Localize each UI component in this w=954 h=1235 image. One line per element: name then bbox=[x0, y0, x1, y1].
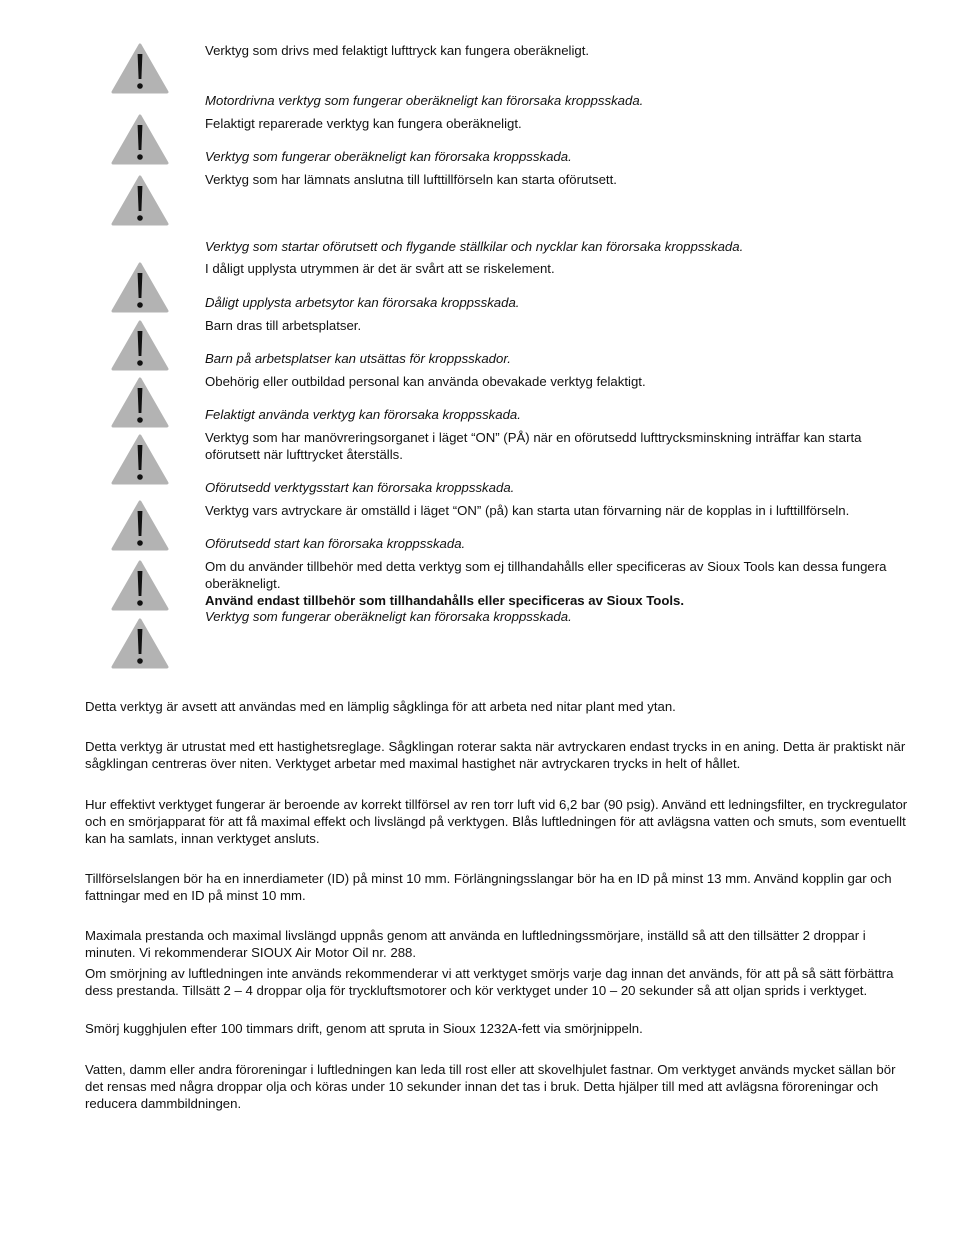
warning-consequence-text: Verktyg som startar oförutsett och flygande ställkilar och nycklar kan förorsaka kroppsskada. bbox=[205, 239, 744, 254]
warning-hazard-text: Barn dras till arbetsplatser. bbox=[205, 318, 362, 333]
warning-icon bbox=[111, 618, 169, 670]
warning-icon bbox=[111, 560, 169, 612]
warning-consequence-text: Verktyg som fungerar oberäkneligt kan förorsaka kroppsskada. bbox=[205, 149, 572, 164]
warning-icon bbox=[111, 262, 169, 314]
body-paragraph: Detta verktyg är avsett att användas med en lämplig sågklinga för att arbeta ned nitar plant med ytan. bbox=[85, 699, 676, 714]
body-paragraph: Om smörjning av luftledningen inte används rekommenderar vi att verktyget smörjs varje dag innan det används, för att på så sätt förbättra dess prestanda. Tillsätt 2 – 4 droppar olja för tryckluftsmotorer och kör verktyget under 10 – 20 sekunder så att oljan sprids i verktyget. bbox=[85, 966, 894, 998]
warning-icon bbox=[111, 500, 169, 552]
warning-hazard-text: Om du använder tillbehör med detta verktyg som ej tillhandahålls eller specificeras av Sioux Tools kan dessa fungera oberäkneligt. bbox=[205, 559, 887, 591]
warning-hazard-text: Verktyg som har lämnats anslutna till lufttillförseln kan starta oförutsett. bbox=[205, 172, 617, 187]
warning-hazard-text: Felaktigt reparerade verktyg kan fungera oberäkneligt. bbox=[205, 116, 522, 131]
warning-icon bbox=[111, 377, 169, 429]
warning-consequence-text: Oförutsedd verktygsstart kan förorsaka kroppsskada. bbox=[205, 480, 515, 495]
body-paragraph: Tillförselslangen bör ha en innerdiameter (ID) på minst 10 mm. Förlängningsslangar bör ha en ID på minst 13 mm. Använd kopplin gar och fattningar med en ID på minst 10 mm. bbox=[85, 871, 892, 903]
warning-hazard-text: Verktyg som drivs med felaktigt lufttryck kan fungera oberäkneligt. bbox=[205, 43, 590, 58]
body-paragraph: Hur effektivt verktyget fungerar är beroende av korrekt tillförsel av ren torr luft vid 6,2 bar (90 psig). Använd ett ledningsfilter, en tryckregulator och en smörjapparat för att få maximal effekt och livslängd på verktygen. Blås luftledningen för att avlägsna vatten och smuts, som eventuellt kan ha samlats, innan verktyget ansluts. bbox=[85, 797, 908, 846]
body-paragraph: Smörj kugghjulen efter 100 timmars drift, genom att spruta in Sioux 1232A-fett via smörjnippeln. bbox=[85, 1021, 643, 1036]
warning-icon bbox=[111, 434, 169, 486]
warning-consequence-text: Motordrivna verktyg som fungerar oberäkneligt kan förorsaka kroppsskada. bbox=[205, 93, 644, 108]
warning-icon bbox=[111, 320, 169, 372]
warning-icon bbox=[111, 175, 169, 227]
warning-consequence-text: Verktyg som fungerar oberäkneligt kan förorsaka kroppsskada. bbox=[205, 609, 572, 624]
body-paragraph: Detta verktyg är utrustat med ett hastighetsreglage. Sågklingan roterar sakta när avtryckaren endast trycks in en aning. Detta är praktiskt när sågklingan centreras över niten. Verktyget arbetar med maximal hastighet när avtryckaren trycks in helt of hållet. bbox=[85, 739, 906, 771]
warning-hazard-text: Verktyg vars avtryckare är omställd i läget “ON” (på) kan starta utan förvarning när de kopplas in i lufttillförseln. bbox=[205, 503, 850, 518]
body-paragraph: Vatten, damm eller andra föroreningar i luftledningen kan leda till rost eller att skovelhjulet fastnar. Om verktyget används mycket sällan bör det rensas med några droppar olja och köras under 10 sekunder innan det tas i bruk. Detta hjälper till med att avlägsna föroreningar och reducera dammbildningen. bbox=[85, 1062, 896, 1111]
warning-instruction-text: Använd endast tillbehör som tillhandahålls eller specificeras av Sioux Tools. bbox=[205, 593, 685, 608]
body-paragraph: Maximala prestanda och maximal livslängd uppnås genom att använda en luftledningssmörjare, inställd så att den tillsätter 2 droppar i minuten. Vi rekommenderar SIOUX Air Motor Oil nr. 288. bbox=[85, 928, 866, 960]
warning-hazard-text: I dåligt upplysta utrymmen är det är svårt att se riskelement. bbox=[205, 261, 555, 276]
warning-consequence-text: Barn på arbetsplatser kan utsättas för kroppsskador. bbox=[205, 351, 511, 366]
warning-icon bbox=[111, 114, 169, 166]
warning-hazard-text: Obehörig eller outbildad personal kan använda obevakade verktyg felaktigt. bbox=[205, 374, 646, 389]
warning-consequence-text: Dåligt upplysta arbetsytor kan förorsaka kroppsskada. bbox=[205, 295, 520, 310]
warning-hazard-text: Verktyg som har manövreringsorganet i läget “ON” (PÅ) när en oförutsedd lufttrycksminskning inträffar kan starta oförutsett när lufttrycket återställs. bbox=[205, 430, 862, 462]
warning-icon bbox=[111, 43, 169, 95]
warning-consequence-text: Oförutsedd start kan förorsaka kroppsskada. bbox=[205, 536, 466, 551]
warning-consequence-text: Felaktigt använda verktyg kan förorsaka kroppsskada. bbox=[205, 407, 521, 422]
